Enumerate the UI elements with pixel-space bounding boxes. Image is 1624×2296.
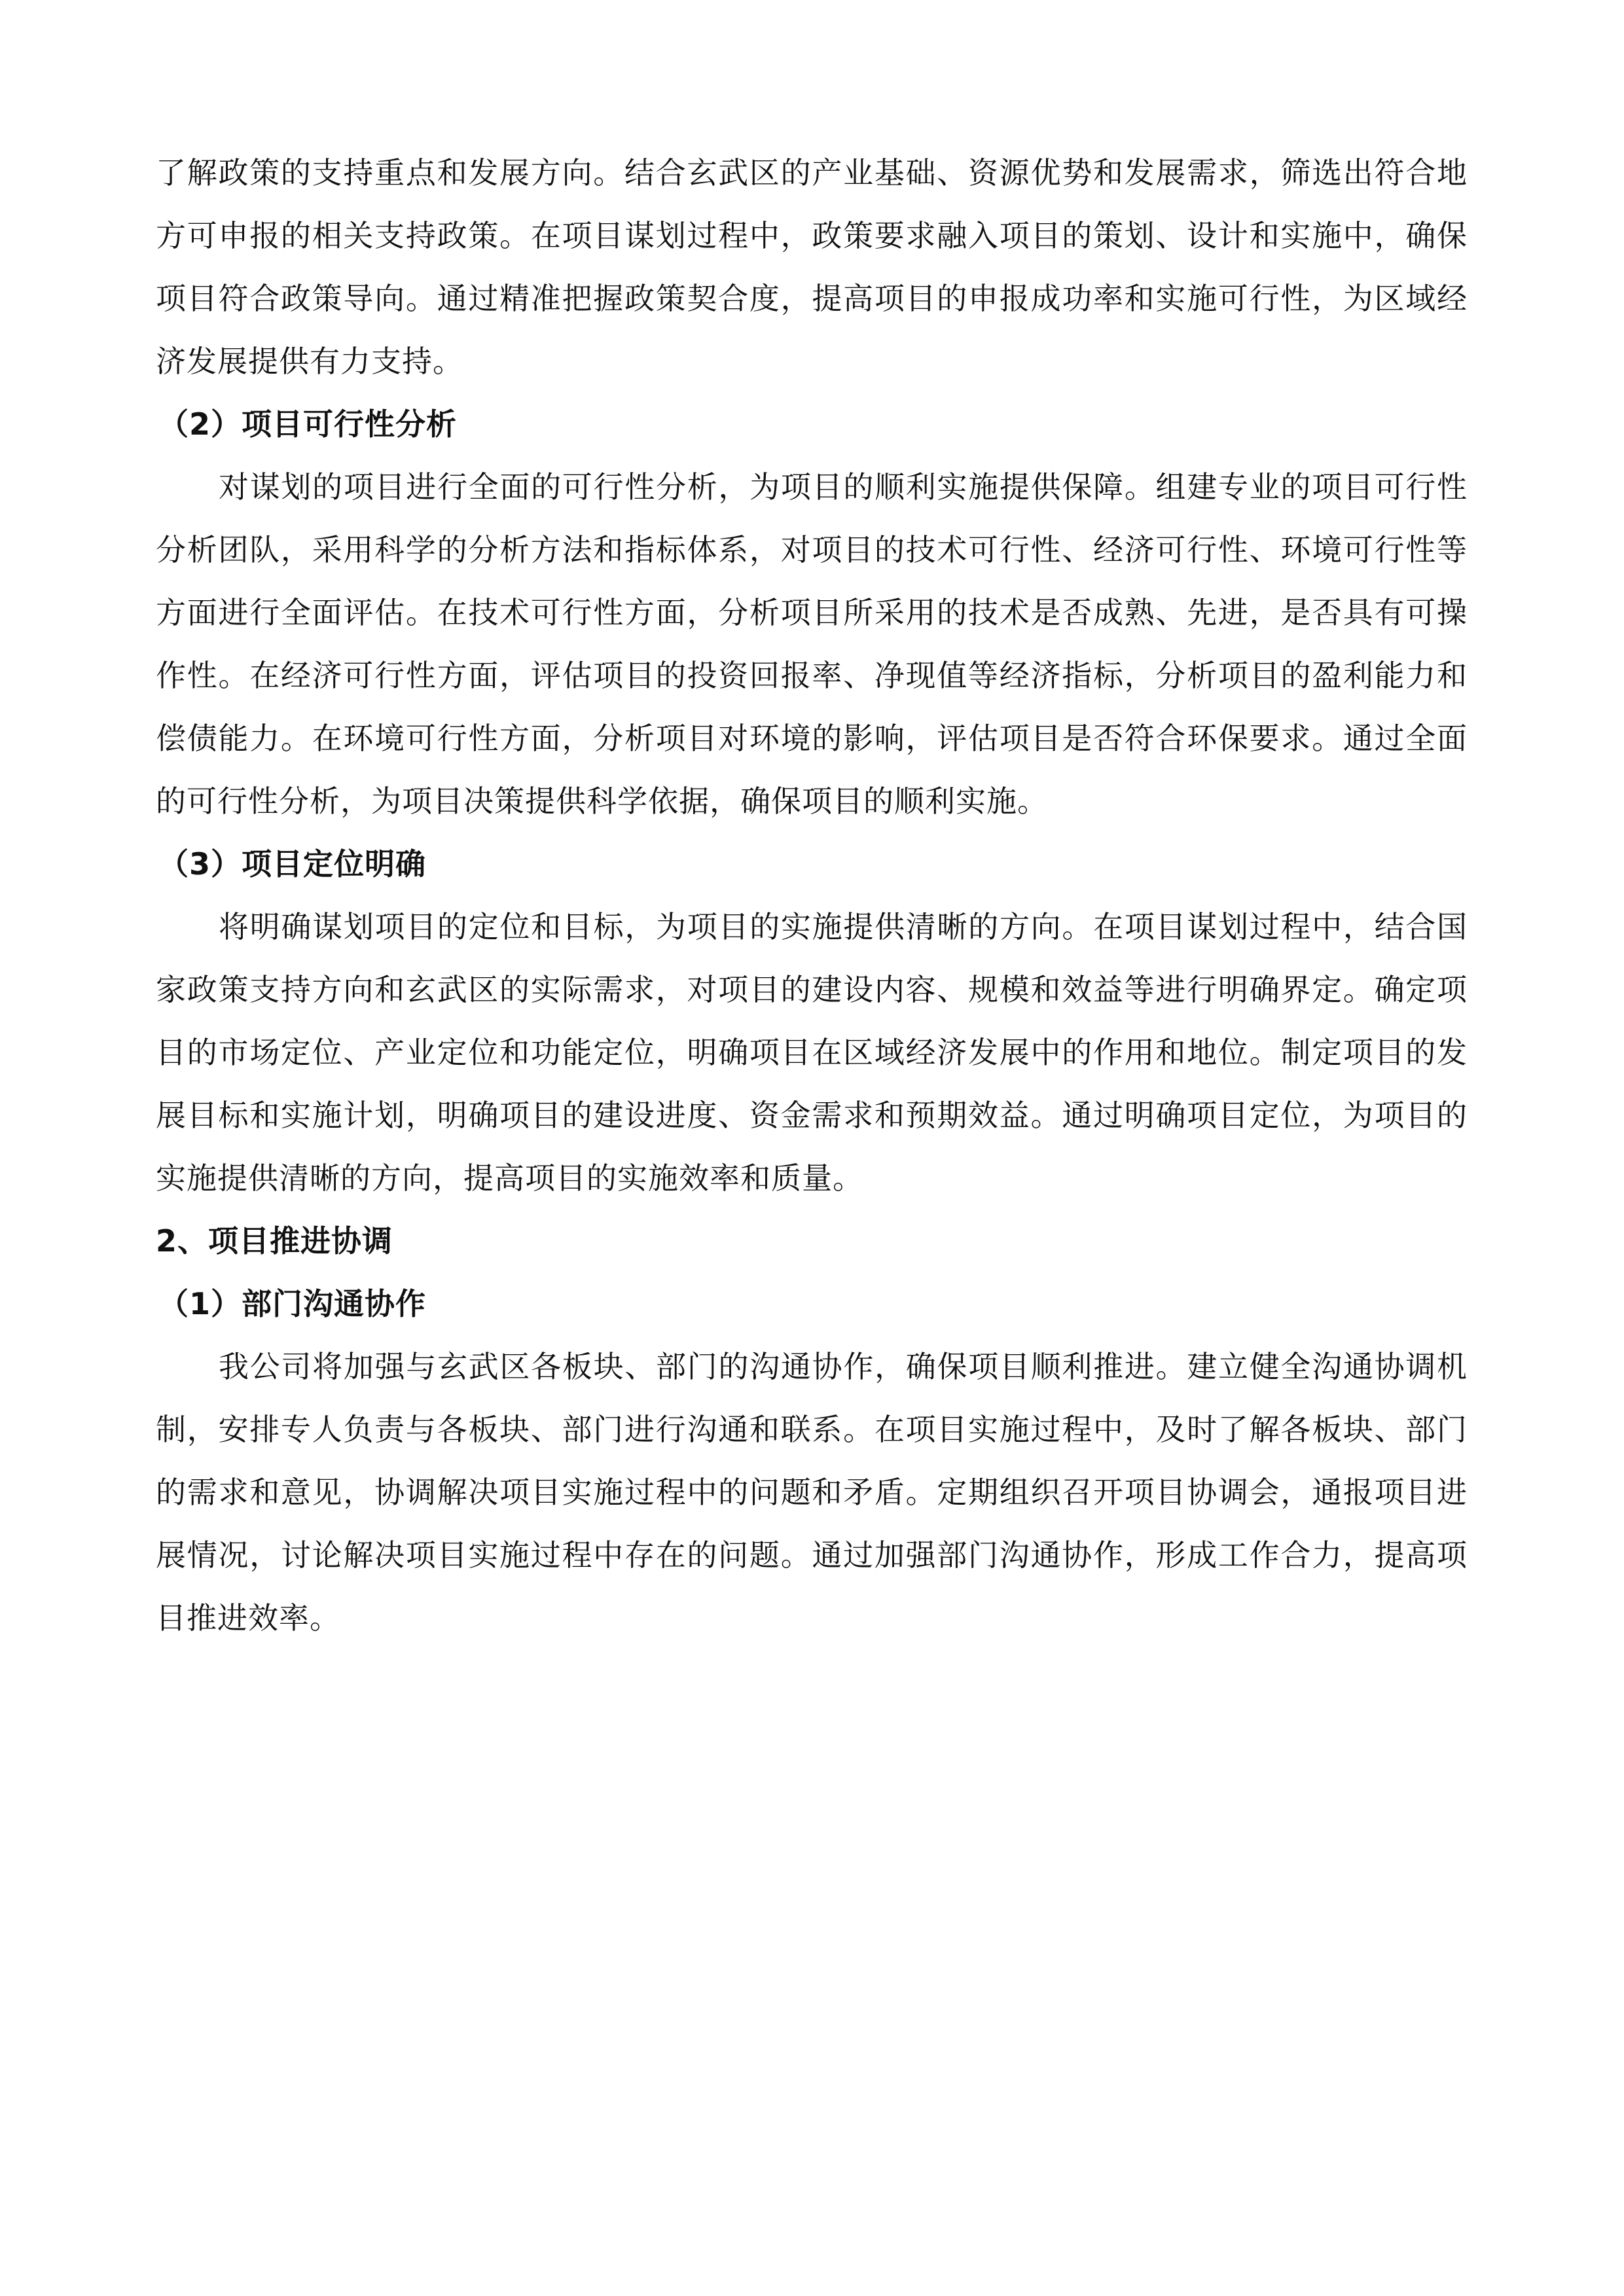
heading-department-communication: （1）部门沟通协作 xyxy=(158,1286,427,1321)
policy-paragraph-continued: 了解政策的支持重点和发展方向。结合玄武区的产业基础、资源优势和发展需求，筛选出符合地方可申报的相关支持政策。在项目谋划过程中，政策要求融入项目的策划、设计和实施中，确保项目符合政策导向。通过精准把握政策契合度，提高项目的申报成功率和实施可行性，为区域经济发展提供有力支持。 xyxy=(156,155,1468,379)
document-body xyxy=(156,141,1468,1649)
heading-project-coordination: 2、项目推进协调 xyxy=(156,1223,393,1259)
positioning-paragraph: 将明确谋划项目的定位和目标，为项目的实施提供清晰的方向。在项目谋划过程中，结合国家政策支持方向和玄武区的实际需求，对项目的建设内容、规模和效益等进行明确界定。确定项目的市场定位、产业定位和功能定位，明确项目在区域经济发展中的作用和地位。制定项目的发展目标和实施计划，明确项目的建设进度、资金需求和预期效益。通过明确项目定位，为项目的实施提供清晰的方向，提高项目的实施效率和质量。 xyxy=(156,909,1468,1196)
feasibility-paragraph: 对谋划的项目进行全面的可行性分析，为项目的顺利实施提供保障。组建专业的项目可行性分析团队，采用科学的分析方法和指标体系，对项目的技术可行性、经济可行性、环境可行性等方面进行全面评估。在技术可行性方面，分析项目所采用的技术是否成熟、先进，是否具有可操作性。在经济可行性方面，评估项目的投资回报率、净现值等经济指标，分析项目的盈利能力和偿债能力。在环境可行性方面，分析项目对环境的影响，评估项目是否符合环保要求。通过全面的可行性分析，为项目决策提供科学依据，确保项目的顺利实施。 xyxy=(156,469,1468,819)
communication-paragraph: 我公司将加强与玄武区各板块、部门的沟通协作，确保项目顺利推进。建立健全沟通协调机制，安排专人负责与各板块、部门进行沟通和联系。在项目实施过程中，及时了解各板块、部门的需求和意见，协调解决项目实施过程中的问题和矛盾。定期组织召开项目协调会，通报项目进展情况，讨论解决项目实施过程中存在的问题。通过加强部门沟通协作，形成工作合力，提高项目推进效率。 xyxy=(156,1349,1468,1636)
heading-project-positioning: （3）项目定位明确 xyxy=(158,846,427,882)
heading-feasibility-analysis: （2）项目可行性分析 xyxy=(158,406,458,442)
